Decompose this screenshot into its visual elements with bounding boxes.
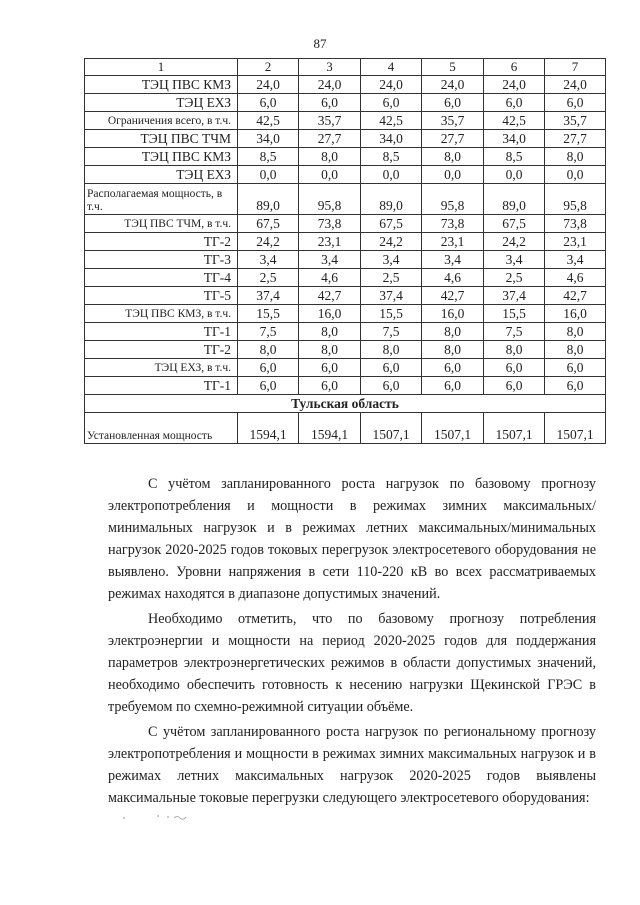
table-cell: 6,0 (545, 94, 606, 112)
table-cell: 37,4 (238, 287, 299, 305)
table-cell: 1594,1 (238, 413, 299, 444)
table-cell: 1594,1 (299, 413, 361, 444)
table-cell: ТГ-2 (85, 233, 238, 251)
table-cell: 1507,1 (422, 413, 484, 444)
table-cell: ТГ-1 (85, 323, 238, 341)
table-cell: ТГ-3 (85, 251, 238, 269)
table-cell: 6,0 (238, 94, 299, 112)
table-cell: 6,0 (361, 377, 422, 395)
table-row (85, 305, 606, 323)
table-cell: 6 (484, 59, 545, 76)
table-cell: 67,5 (361, 215, 422, 233)
table-cell: 42,5 (361, 112, 422, 130)
table-cell: 3,4 (484, 251, 545, 269)
table-cell: 3 (299, 59, 361, 76)
table-row (85, 148, 606, 166)
table-cell: 15,5 (484, 305, 545, 323)
table-cell: 8,5 (484, 148, 545, 166)
table-cell: 73,8 (299, 215, 361, 233)
table-cell: 35,7 (422, 112, 484, 130)
table-row (85, 94, 606, 112)
table-cell: 16,0 (299, 305, 361, 323)
table-cell: 34,0 (484, 130, 545, 148)
region-heading: Тульская область (85, 395, 606, 413)
table-cell: 6,0 (299, 94, 361, 112)
table-cell: ТЭЦ ЕХЗ, в т.ч. (85, 359, 238, 377)
table-row (85, 112, 606, 130)
table-cell: 1 (85, 59, 238, 76)
table-cell: 0,0 (238, 166, 299, 184)
table-cell: 73,8 (545, 215, 606, 233)
table-row (85, 166, 606, 184)
table-cell: 8,5 (238, 148, 299, 166)
table-cell: 4,6 (299, 269, 361, 287)
table-cell: 6,0 (299, 377, 361, 395)
table-cell: 42,7 (299, 287, 361, 305)
table-cell: 34,0 (238, 130, 299, 148)
table-cell: ТГ-1 (85, 377, 238, 395)
capacity-table (84, 58, 606, 444)
table-cell: 2,5 (484, 269, 545, 287)
table-cell: 35,7 (545, 112, 606, 130)
table-cell: 27,7 (299, 130, 361, 148)
table-cell: 6,0 (422, 94, 484, 112)
table-cell: ТГ-2 (85, 341, 238, 359)
table-cell: 3,4 (361, 251, 422, 269)
table-cell: 3,4 (238, 251, 299, 269)
table-cell: 73,8 (422, 215, 484, 233)
table-cell: 7,5 (361, 323, 422, 341)
table-cell: 8,0 (299, 148, 361, 166)
table-cell: 89,0 (238, 184, 299, 215)
table-cell: 42,5 (484, 112, 545, 130)
table-cell: 4 (361, 59, 422, 76)
page-number: 87 (313, 36, 327, 51)
table-cell: 2,5 (238, 269, 299, 287)
table-cell: 8,0 (299, 341, 361, 359)
table-cell: 23,1 (545, 233, 606, 251)
table-cell: 8,0 (299, 323, 361, 341)
table-cell: ТЭЦ ПВС ТЧМ, в т.ч. (85, 215, 238, 233)
table-cell: 6,0 (238, 377, 299, 395)
table-cell: 89,0 (361, 184, 422, 215)
paragraph: Необходимо отметить, что по базовому прогнозу потребления электроэнергии и мощности на период 2020-2025 годов для поддержания параметров электроэнергетических режимов в области допустимых значений, необходимо обеспечить готовность к несению нагрузки Щекинской ГРЭС в требуемом по схемно-режимной ситуации объёме. (108, 611, 596, 715)
table-cell: 35,7 (299, 112, 361, 130)
table-cell: 67,5 (238, 215, 299, 233)
table-cell: 6,0 (422, 359, 484, 377)
table-cell: 6,0 (422, 377, 484, 395)
table-cell: 42,7 (545, 287, 606, 305)
table-cell: 37,4 (484, 287, 545, 305)
table-cell: 2 (238, 59, 299, 76)
table-cell: 3,4 (422, 251, 484, 269)
table-cell: 0,0 (545, 166, 606, 184)
table-row (85, 341, 606, 359)
table-cell: 24,0 (484, 76, 545, 94)
table-cell: 6,0 (545, 377, 606, 395)
table-cell: 95,8 (299, 184, 361, 215)
table-cell: 27,7 (422, 130, 484, 148)
table-row (85, 287, 606, 305)
table-cell: 8,0 (422, 341, 484, 359)
table-cell: 1507,1 (484, 413, 545, 444)
table-cell: 6,0 (484, 377, 545, 395)
table-cell: 8,0 (422, 148, 484, 166)
table-cell: 24,0 (238, 76, 299, 94)
table-cell: 8,0 (484, 341, 545, 359)
table-row (85, 323, 606, 341)
table-cell: 8,0 (545, 341, 606, 359)
table-cell: ТГ-4 (85, 269, 238, 287)
table-cell: 8,0 (545, 323, 606, 341)
table-cell: 6,0 (238, 359, 299, 377)
table-cell: 8,5 (361, 148, 422, 166)
table-cell: 16,0 (422, 305, 484, 323)
table-cell: ТЭЦ ЕХЗ (85, 166, 238, 184)
table-cell: ТГ-5 (85, 287, 238, 305)
table-cell: 7 (545, 59, 606, 76)
table-row (85, 184, 606, 215)
table-cell: Располагаемая мощность, в т.ч. (85, 184, 238, 215)
table-cell: 6,0 (484, 359, 545, 377)
table-cell: 0,0 (484, 166, 545, 184)
table-row (85, 130, 606, 148)
table-row (85, 233, 606, 251)
table-cell: 3,4 (545, 251, 606, 269)
table-cell: 8,0 (422, 323, 484, 341)
handwritten-mark (118, 812, 198, 822)
table-cell: 27,7 (545, 130, 606, 148)
table-cell: 95,8 (545, 184, 606, 215)
table-row (85, 377, 606, 395)
table-cell: 6,0 (545, 359, 606, 377)
table-row (85, 251, 606, 269)
table-cell: 24,2 (361, 233, 422, 251)
table-cell: 23,1 (422, 233, 484, 251)
table-cell: 7,5 (238, 323, 299, 341)
body-text (108, 473, 596, 809)
table-cell: 24,0 (545, 76, 606, 94)
paragraph: С учётом запланированного роста нагрузок по базовому прогнозу электропотребления и мощности в режимах зимних максимальных/минимальных нагрузок и в режимах летних максимальных/минимальных нагрузок 2020-2025 годов токовых перегрузок электросетевого оборудования не выявлено. Уровни напряжения в сети 110-220 кВ во всех рассматриваемых режимах находятся в диапазоне допустимых значений. (108, 476, 596, 602)
table-cell: 0,0 (361, 166, 422, 184)
table-cell: 24,0 (422, 76, 484, 94)
table-cell: 23,1 (299, 233, 361, 251)
table-cell: 34,0 (361, 130, 422, 148)
table-cell: 5 (422, 59, 484, 76)
table-cell: 24,0 (299, 76, 361, 94)
table-cell: ТЭЦ ПВС КМЗ (85, 148, 238, 166)
table-header-row (85, 59, 606, 76)
table-cell: 2,5 (361, 269, 422, 287)
paragraph: С учётом запланированного роста нагрузок по региональному прогнозу электропотребления и мощности в режимах зимних максимальных нагрузок и в режимах летних максимальных нагрузок 2020-2025 годов выявлены максимальные токовые перегрузки следующего электросетевого оборудования: (108, 724, 596, 806)
table-row (85, 215, 606, 233)
table-cell: 7,5 (484, 323, 545, 341)
table-cell: 42,7 (422, 287, 484, 305)
table-cell: 0,0 (299, 166, 361, 184)
table-cell: ТЭЦ ЕХЗ (85, 94, 238, 112)
table-cell: Ограничения всего, в т.ч. (85, 112, 238, 130)
table-cell: 15,5 (238, 305, 299, 323)
table-cell: 24,2 (238, 233, 299, 251)
table-cell: 16,0 (545, 305, 606, 323)
table-cell: 89,0 (484, 184, 545, 215)
table-cell: 95,8 (422, 184, 484, 215)
table-cell: 0,0 (422, 166, 484, 184)
table-cell: 1507,1 (545, 413, 606, 444)
table-cell: 42,5 (238, 112, 299, 130)
region-row (85, 395, 606, 413)
table-cell: 15,5 (361, 305, 422, 323)
table-cell: 4,6 (545, 269, 606, 287)
table-cell: 24,2 (484, 233, 545, 251)
table-cell: ТЭЦ ПВС КМЗ (85, 76, 238, 94)
table-cell: 6,0 (299, 359, 361, 377)
table-cell: ТЭЦ ПВС КМЗ, в т.ч. (85, 305, 238, 323)
table-cell: 3,4 (299, 251, 361, 269)
table-cell: Установленная мощность (85, 413, 238, 444)
table-cell: ТЭЦ ПВС ТЧМ (85, 130, 238, 148)
table-cell: 4,6 (422, 269, 484, 287)
table-row (85, 413, 606, 444)
table-row (85, 76, 606, 94)
table-cell: 6,0 (361, 94, 422, 112)
table-cell: 8,0 (238, 341, 299, 359)
table-cell: 1507,1 (361, 413, 422, 444)
table-cell: 67,5 (484, 215, 545, 233)
table-row (85, 359, 606, 377)
table-cell: 8,0 (545, 148, 606, 166)
table-cell: 37,4 (361, 287, 422, 305)
table-cell: 8,0 (361, 341, 422, 359)
table-row (85, 269, 606, 287)
table-cell: 24,0 (361, 76, 422, 94)
table-cell: 6,0 (361, 359, 422, 377)
table-cell: 6,0 (484, 94, 545, 112)
